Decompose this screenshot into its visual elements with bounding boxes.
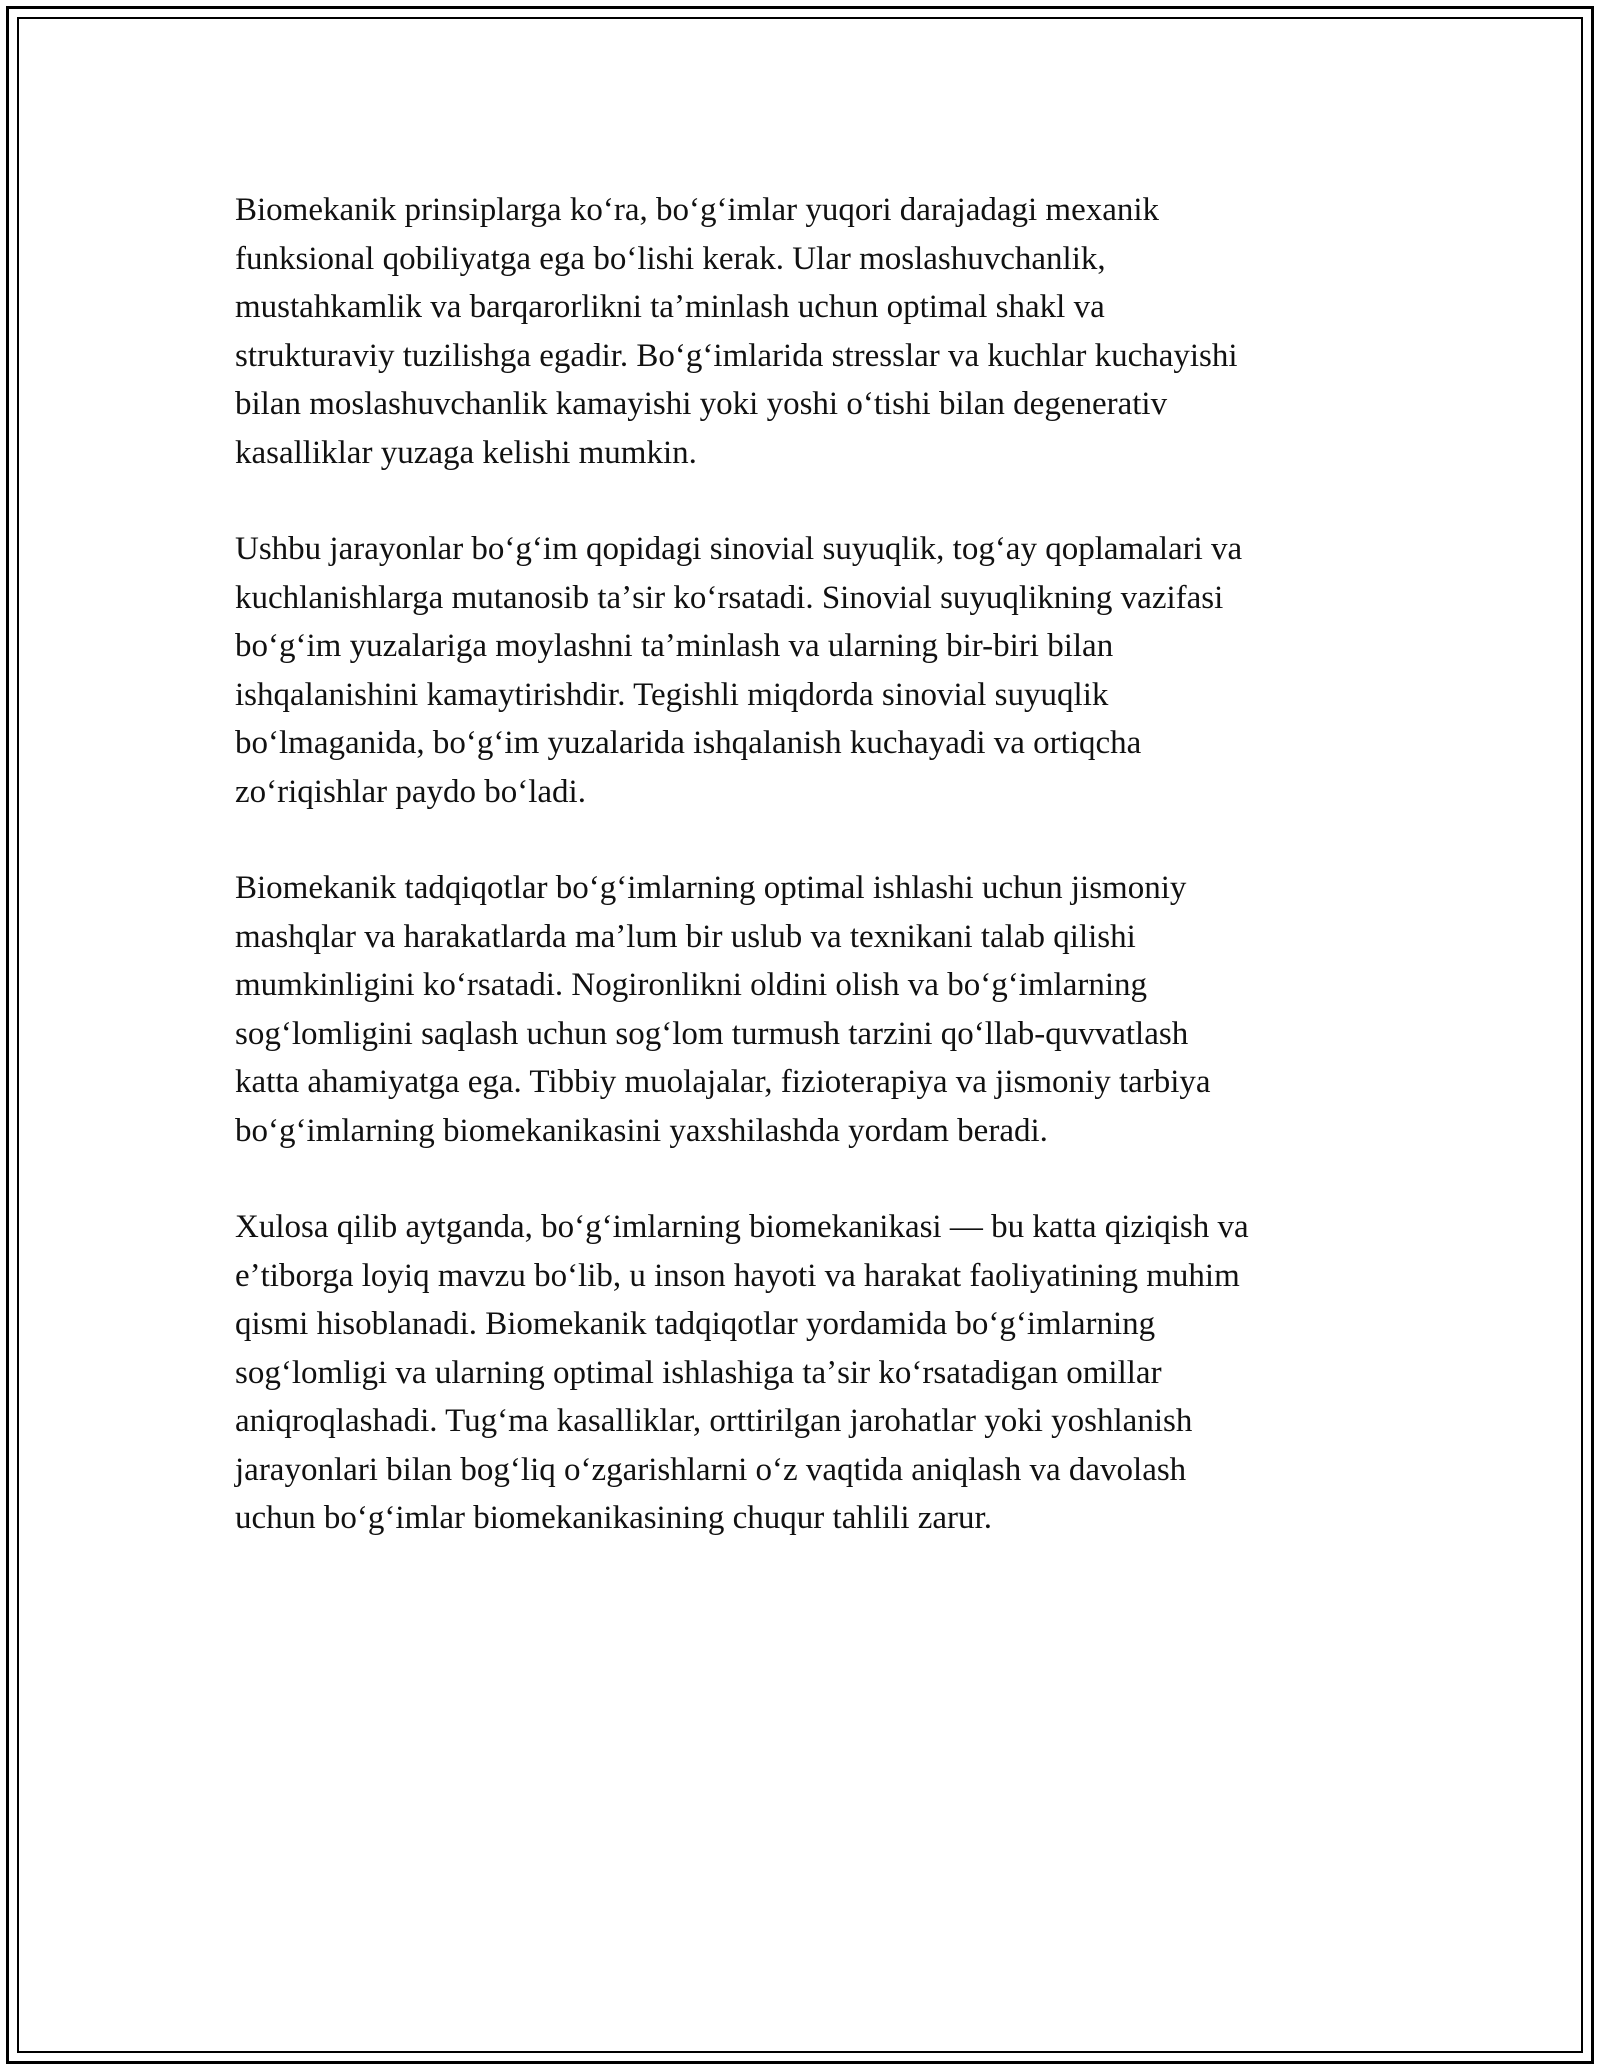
document-body [235, 186, 1370, 1591]
paragraph-4: Xulosa qilib aytganda, boʻgʻimlarning biomekanikasi — bu katta qiziqish va eʼtiborga loyiq mavzu boʻlib, u inson hayoti va harakat faoliyatining muhim qismi hisoblanadi. Biomekanik tadqiqotlar yordamida boʻgʻimlarning sogʻlomligi va ularning optimal ishlashiga taʼsir koʻrsatadigan omillar aniqroqlashadi. Tugʻma kasalliklar, orttirilgan jarohatlar yoki yoshlanish jarayonlari bilan bogʻliq oʻzgarishlarni oʻz vaqtida aniqlash va davolash uchun boʻgʻimlar biomekanikasining chuqur tahlili zarur. [235, 1209, 1249, 1536]
paragraph-3: Biomekanik tadqiqotlar boʻgʻimlarning optimal ishlashi uchun jismoniy mashqlar va harakatlarda maʼlum bir uslub va texnikani talab qilishi mumkinligini koʻrsatadi. Nogironlikni oldini olish va boʻgʻimlarning sogʻlomligini saqlash uchun sogʻlom turmush tarzini qoʻllab-quvvatlash katta ahamiyatga ega. Tibbiy muolajalar, fizioterapiya va jismoniy tarbiya boʻgʻimlarning biomekanikasini yaxshilashda yordam beradi. [235, 870, 1211, 1149]
paragraph-2: Ushbu jarayonlar boʻgʻim qopidagi sinovial suyuqlik, togʻay qoplamalari va kuchlanishlarga mutanosib taʼsir koʻrsatadi. Sinovial suyuqlikning vazifasi boʻgʻim yuzalariga moylashni taʼminlash va ularning bir-biri bilan ishqalanishini kamaytirishdir. Tegishli miqdorda sinovial suyuqlik boʻlmaganida, boʻgʻim yuzalarida ishqalanish kuchayadi va ortiqcha zoʻriqishlar paydo boʻladi. [235, 531, 1243, 810]
paragraph-1: Biomekanik prinsiplarga koʻra, boʻgʻimlar yuqori darajadagi mexanik funksional qobiliyatga ega boʻlishi kerak. Ular moslashuvchanlik, mustahkamlik va barqarorlikni taʼminlash uchun optimal shakl va strukturaviy tuzilishga egadir. Boʻgʻimlarida stresslar va kuchlar kuchayishi bilan moslashuvchanlik kamayishi yoki yoshi oʻtishi bilan degenerativ kasalliklar yuzaga kelishi mumkin. [235, 192, 1238, 471]
